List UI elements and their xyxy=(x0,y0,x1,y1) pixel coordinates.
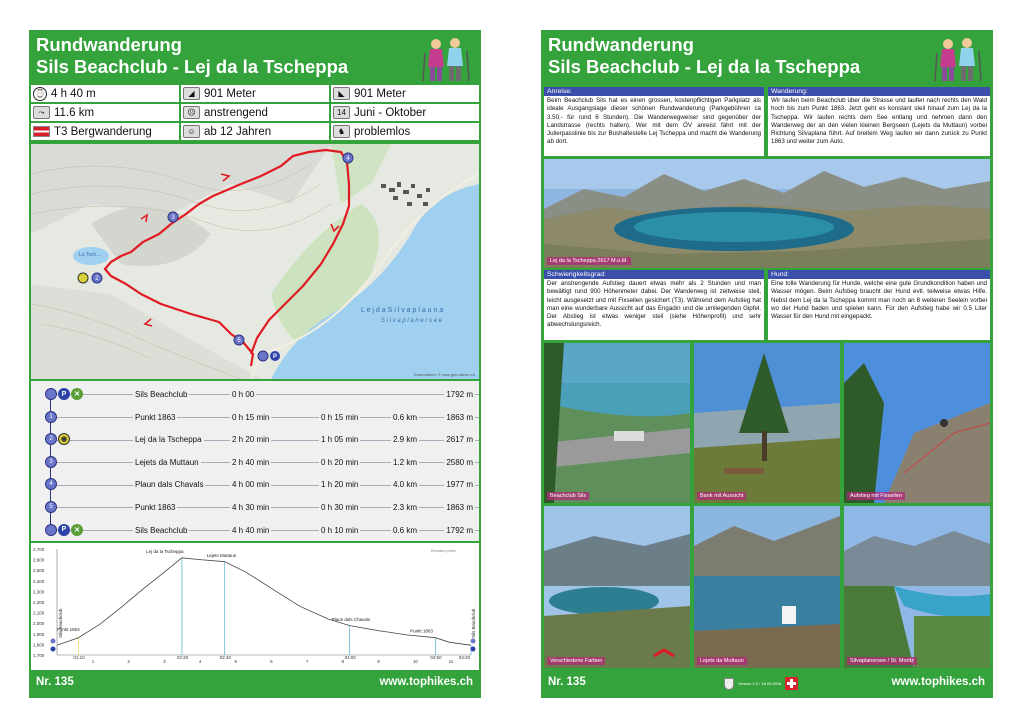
fact-4 xyxy=(181,104,329,121)
waypoint-marker-icon: 1 xyxy=(45,411,57,423)
y-tick-label: 2,200 xyxy=(33,600,45,605)
lake-label-german: S i l v a p l a n e r s e e xyxy=(381,318,443,324)
waypoint-elev: 1863 m xyxy=(446,412,473,422)
svg-text:P: P xyxy=(272,354,278,360)
time-label: 04:40 xyxy=(458,655,471,660)
fact-text: 11.6 km xyxy=(54,106,95,119)
section-schwierigkeit xyxy=(544,270,764,340)
waypoint-elev: 2617 m xyxy=(446,435,473,445)
photo-panorama xyxy=(544,159,990,268)
photo-beachclub xyxy=(544,343,690,503)
profile-endpoint-icon xyxy=(51,647,56,652)
waypoint-row xyxy=(31,406,479,429)
fact-6 xyxy=(31,123,179,140)
parking-icon: P xyxy=(58,388,70,400)
time-label: 02:40 xyxy=(219,655,232,660)
section-anreise xyxy=(544,87,764,156)
website-link-right[interactable]: www.tophikes.ch xyxy=(891,676,985,688)
waypoint-row xyxy=(31,473,479,496)
profile-start-label: Sils Beachclub xyxy=(58,608,63,638)
waypoint-row xyxy=(31,519,479,542)
caption-panorama: Lej da la Tscheppa 2617 M.ü.M. xyxy=(547,257,631,265)
fact-text: anstrengend xyxy=(204,106,268,119)
photo-bank xyxy=(694,343,840,503)
waypoint-t1: 4 h 30 min xyxy=(232,503,270,512)
x-tick-label: 5 xyxy=(234,659,237,664)
waypoint-elev: 1792 m xyxy=(446,390,473,399)
x-tick-label: 4 xyxy=(198,659,202,664)
fact-5 xyxy=(331,104,479,121)
descent-icon: ◣ xyxy=(333,87,350,100)
waypoint-table xyxy=(31,381,479,541)
y-tick-label: 1,900 xyxy=(33,631,45,637)
hund-heading: Hund: xyxy=(768,270,990,279)
waypoint-name: Lej da la Tscheppa xyxy=(135,435,202,445)
waypoint-marker-icon xyxy=(45,388,57,400)
waypoint-elev: 1792 m xyxy=(446,525,473,535)
profile-endpoint-icon xyxy=(471,639,476,644)
parking-icon: P xyxy=(58,524,70,536)
page-title xyxy=(36,34,348,78)
x-tick-label: 9 xyxy=(377,659,380,664)
title-line-2: Sils Beachclub - Lej da la Tscheppa xyxy=(36,56,349,77)
fact-8 xyxy=(331,123,479,140)
waypoint-row xyxy=(31,383,479,406)
photo-farben xyxy=(544,506,690,668)
svg-text:4: 4 xyxy=(346,156,350,162)
hike-facts xyxy=(31,85,479,140)
waypoint-t1: 2 h 20 min xyxy=(232,435,270,445)
waypoint-dist: 2.9 km xyxy=(393,435,418,445)
caption-fixseile: Aufstieg mit Fixseilen xyxy=(847,492,905,500)
swiss-flag-icon xyxy=(785,677,798,690)
fact-text: problemlos xyxy=(354,125,411,138)
photo-silvaplanersee xyxy=(844,506,990,668)
time-label: 04:50 xyxy=(430,655,442,660)
lake-label: L e j d a S i l v a p l a u n a xyxy=(361,307,444,314)
profile-endpoint-icon xyxy=(471,647,476,652)
wanderung-heading: Wanderung: xyxy=(768,87,990,96)
waypoint-dist: 1.2 km xyxy=(393,457,418,467)
schwierigkeit-text: Der anstrengende Aufstieg dauert etwas mehr als 2 Stunden und man bewältigt rund 900 Höhenmeter dabei. Der Wanderweg ist zeitweise steil, leicht ausgesetzt und mit Fixseilen gesichert (T3). Während dem Aufstieg hat man eine wunderbare Aussicht auf das Engadin und die umliegenden Gipfel. Der Abstieg ist etwas weniger steil (siehe Höhenprofil) und sehr abwechslungsreich. xyxy=(547,280,761,329)
y-tick-label: 1,800 xyxy=(33,642,45,648)
waypoint-t2: 1 h 20 min xyxy=(321,480,359,490)
title-line-2-right: Sils Beachclub - Lej da la Tscheppa xyxy=(548,56,861,77)
profile-point-label: Plaun dals Chavals xyxy=(331,617,371,623)
waypoint-dist: 4.0 km xyxy=(393,480,418,490)
time-label: 04:00 xyxy=(344,655,356,660)
calendar-icon: 14 xyxy=(333,106,350,119)
fact-text: 901 Meter xyxy=(204,87,256,100)
coat-of-arms-icon xyxy=(724,678,734,690)
hike-number-right: Nr. 135 xyxy=(548,676,586,688)
waypoint-name: Sils Beachclub xyxy=(135,525,188,535)
difficulty-flag-icon xyxy=(33,126,50,137)
section-wanderung xyxy=(768,87,990,156)
x-tick-label: 2 xyxy=(127,659,130,664)
y-tick-label: 2,000 xyxy=(33,621,45,627)
waypoint-name: Plaun dals Chavals xyxy=(135,480,204,490)
x-tick-label: 6 xyxy=(270,659,273,664)
elevation-profile xyxy=(31,543,479,670)
anreise-heading: Anreise: xyxy=(544,87,764,96)
fact-7 xyxy=(181,123,329,140)
y-tick-label: 2,400 xyxy=(33,578,45,584)
x-tick-label: 3 xyxy=(163,659,166,664)
section-hund xyxy=(768,270,990,340)
title-line-1: Rundwanderung xyxy=(36,34,182,55)
waypoint-t2: 0 h 15 min xyxy=(321,412,359,422)
farben-image xyxy=(544,506,690,668)
website-link[interactable]: www.tophikes.ch xyxy=(379,676,473,688)
fact-2 xyxy=(331,85,479,102)
waypoint-t1: 0 h 15 min xyxy=(232,412,270,422)
photo-muttaun xyxy=(694,506,840,668)
hund-text: Eine tolle Wanderung für Hunde, welche eine gute Grundkondition haben und Wasser mögen. Beim Aufstieg braucht der Hund evtl. teilweise etwas Hilfe. Nebst dem Lej da la Tscheppa kommt man noch an 8 weiteren Seelein vorbei wo der Hund baden und spielen kann. Für den Aufstieg habe wir 0.5 Liter Wasser für den Hund mit eingepackt. xyxy=(771,280,987,321)
page-title-right xyxy=(548,34,860,78)
waypoint-t2: 0 h 20 min xyxy=(321,457,359,467)
elevation-line xyxy=(57,558,471,645)
map-credit: Kartendaten: © map.geo.admin.ch xyxy=(414,372,475,377)
waypoint-elev: 2580 m xyxy=(446,457,473,467)
profile-end-label: Sils Beachclub xyxy=(471,608,476,638)
caption-silvaplanersee: Silvaplanersee / St. Moritz xyxy=(847,657,917,665)
bank-image xyxy=(694,343,840,503)
profile-point-label: Lejets Muttaun xyxy=(206,552,237,558)
waypoint-t1: 2 h 40 min xyxy=(232,457,270,467)
fact-text: 901 Meter xyxy=(354,87,406,100)
small-lake-label: La Tsch... xyxy=(79,252,101,258)
waypoint-dist: 0.6 km xyxy=(393,412,418,422)
hikers-icon xyxy=(419,35,471,83)
waypoint-marker-icon: 5 xyxy=(45,501,57,513)
svg-text:3: 3 xyxy=(171,215,175,221)
silvaplanersee-image xyxy=(844,506,990,668)
waypoint-name: Lejets da Muttaun xyxy=(135,457,199,467)
fact-text: 4 h 40 m xyxy=(51,87,96,100)
x-tick-label: 11 xyxy=(448,659,454,664)
wanderung-text: Wir laufen beim Beachclub über die Strasse und laufen nach rechts den Wald hoch bis zum Punkt 1863. Jetzt geht es konstant steil hinauf zum Lej da la Tscheppa. Wir laufen rechts dem See entlang und nehmen dann den Wanderweg der an den vielen kleinen Bergseen (Lejets da Muttaun) vorbei Richtung Silvaplana führt. Auf breitem Weg laufen wir dann zurück zu Punkt 1863 und weiter zum Auto. xyxy=(771,97,987,146)
svg-text:2: 2 xyxy=(95,276,99,282)
bus-stop-icon: ✕ xyxy=(71,524,83,536)
x-tick-label: 7 xyxy=(305,659,309,664)
anreise-text: Beim Beachclub Sils hat es einen grossen, kostenpflichtigen Parkplatz als ideale Ausgangslage dieser schönen Rundwanderung (Parkgebühren ca 3.50.- für rund 6 Stunden). Die Wanderwegweiser sind gegenüber der Landstrasse (rechts halten). Wer mit dem ÖV anreist fährt mit der Julierpasslinie bis zur Bushaltestelle Lej Tscheppa und macht die Wanderung ab dort. xyxy=(547,97,761,146)
fixseile-image xyxy=(844,343,990,503)
title-line-1-right: Rundwanderung xyxy=(548,34,694,55)
profile-point-label: Punkt 1863 xyxy=(410,628,433,634)
route-map xyxy=(31,144,479,379)
elevation-chart xyxy=(31,543,479,670)
muttaun-image xyxy=(694,506,840,668)
ascent-icon: ◢ xyxy=(183,87,200,100)
time-label: 01:10 xyxy=(73,655,85,660)
hikers-icon-right xyxy=(931,35,983,83)
waypoint-row xyxy=(31,451,479,474)
lake-icon: ◉ xyxy=(58,433,70,445)
right-page xyxy=(541,30,993,698)
waypoint-t2: 1 h 05 min xyxy=(321,435,359,445)
fact-text: ab 12 Jahren xyxy=(204,125,272,138)
y-tick-label: 2,100 xyxy=(33,610,45,616)
time-label: 02:20 xyxy=(176,655,189,660)
y-tick-label: 1,700 xyxy=(33,653,45,658)
y-tick-label: 2,700 xyxy=(33,547,45,552)
waypoint-dist: 2.3 km xyxy=(393,503,418,512)
y-tick-label: 2,300 xyxy=(33,589,45,595)
waypoint-marker-icon xyxy=(45,524,57,536)
schwierigkeit-heading: Schwierigkeitsgrad: xyxy=(544,270,764,279)
x-tick-label: 8 xyxy=(341,659,345,664)
waypoint-elev: 1863 m xyxy=(446,503,473,512)
age-icon: ☺ xyxy=(183,125,200,138)
effort-icon: ☹ xyxy=(183,106,200,119)
profile-endpoint-icon xyxy=(51,639,56,644)
map-graphic xyxy=(31,144,479,379)
waypoint-t1: 4 h 40 min xyxy=(232,525,270,535)
x-tick-label: 10 xyxy=(412,659,418,664)
waypoint-marker-icon: 3 xyxy=(45,456,57,468)
waypoint-dist: 0.6 km xyxy=(393,525,418,535)
caption-beachclub: Beachclub Sils xyxy=(547,492,589,500)
y-tick-label: 2,600 xyxy=(33,557,45,563)
caption-muttaun: Lejets da Muttaun xyxy=(697,657,747,665)
caption-farben: Verschiedene Farben xyxy=(547,657,605,665)
waypoint-row xyxy=(31,428,479,451)
waypoint-row xyxy=(31,496,479,519)
waypoint-t1: 4 h 00 min xyxy=(232,480,270,490)
beachclub-image xyxy=(544,343,690,503)
distance-icon: ⤳ xyxy=(33,106,50,119)
profile-credit: Elevation profile xyxy=(431,549,456,553)
waypoint-t2: 0 h 10 min xyxy=(321,525,359,535)
version-text: Version 1.0 / 18.09.2018 xyxy=(738,681,782,686)
panorama-image xyxy=(544,159,990,268)
x-tick-label: 1 xyxy=(91,659,95,664)
version-block xyxy=(724,677,798,690)
fact-1 xyxy=(181,85,329,102)
waypoint-name: Punkt 1863 xyxy=(135,503,176,512)
waypoint-t2: 0 h 30 min xyxy=(321,503,359,512)
y-tick-label: 2,500 xyxy=(33,568,45,574)
fact-0 xyxy=(31,85,179,102)
profile-point-label: Lej da la Tscheppa xyxy=(146,549,184,555)
waypoint-marker-icon: 2 xyxy=(45,433,57,445)
waypoint-name: Sils Beachclub xyxy=(135,390,188,399)
fact-text: T3 Bergwanderung xyxy=(54,125,152,138)
caption-bank: Bank mit Aussicht xyxy=(697,492,746,500)
fact-text: Juni - Oktober xyxy=(354,106,427,119)
left-page xyxy=(29,30,481,698)
waypoint-elev: 1977 m xyxy=(446,480,473,490)
fact-3 xyxy=(31,104,179,121)
waypoint-t1: 0 h 00 xyxy=(232,390,255,399)
bus-stop-icon: ✕ xyxy=(71,388,83,400)
profile-point-label: Punkt 1863 xyxy=(56,627,80,633)
photo-fixseile xyxy=(844,343,990,503)
svg-text:5: 5 xyxy=(237,338,241,344)
waypoint-marker-icon: 4 xyxy=(45,478,57,490)
waypoint-name: Punkt 1863 xyxy=(135,412,176,422)
clock-icon: ⌚ xyxy=(33,87,47,101)
hike-number: Nr. 135 xyxy=(36,676,74,688)
dog-icon: ♞ xyxy=(333,125,350,138)
